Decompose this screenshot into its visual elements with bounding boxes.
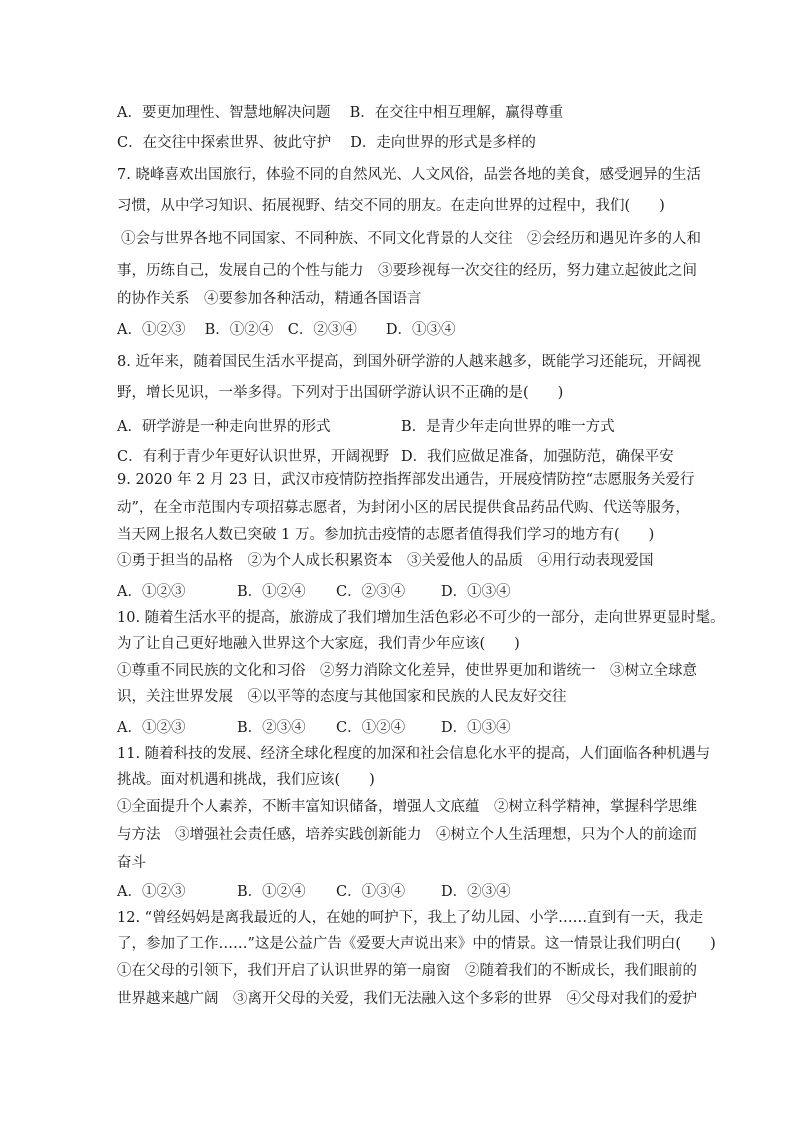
- q10-statements-2: 识，关注世界发展 ④以平等的态度与其他国家和民族的人民友好交往: [117, 689, 567, 705]
- q10-statements-1: ①尊重不同民族的文化和习俗 ②努力消除文化差异，使世界更加和谐统一 ③树立全球意: [117, 663, 697, 679]
- q11-stem-1: 11. 随着科技的发展、经济全球化程度的加深和社会信息化水平的提高，人们面临各种机遇与: [117, 746, 711, 762]
- q9-stem-3: 当天网上报名人数已突破 1 万。参加抗击疫情的志愿者值得我们学习的地方有( ): [117, 527, 655, 543]
- q7-statements-2: 事，历练自己，发展自己的个性与能力 ③要珍视每一次交往的经历，努力建立起彼此之间: [117, 263, 697, 279]
- q11-statements-3: 奋斗: [117, 855, 146, 871]
- q9-stem-1: 9. 2020 年 2 月 23 日，武汉市疫情防控指挥部发出通告，开展疫情防控“志愿服务关爱行: [117, 472, 695, 488]
- q12-stem-1: 12. “曾经妈妈是离我最近的人，在她的呵护下，我上了幼儿园、小学……直到有一天，我走: [117, 910, 704, 926]
- q9-stem-2: 动”，在全市范围内专项招募志愿者，为封闭小区的居民提供食品药品代购、代送等服务，: [117, 500, 690, 516]
- q8-stem-1: 8. 近年来，随着国民生活水平提高，到国外研学游的人越来越多，既能学习还能玩，开阔视: [117, 354, 701, 370]
- q10-stem-1: 10. 随着生活水平的提高，旅游成了我们增加生活色彩必不可少的一部分，走向世界更显时髦。: [117, 610, 725, 626]
- q9-statements: ①勇于担当的品格 ②为个人成长积累资本 ③关爱他人的品质 ④用行动表现爱国: [117, 553, 654, 569]
- q11-option-b: B．①②④: [237, 884, 306, 900]
- q9-option-d: D．①③④: [441, 584, 511, 600]
- q8-option-c: C．有利于青少年更好认识世界，开阔视野: [117, 449, 390, 465]
- q11-stem-2: 挑战。面对机遇和挑战，我们应该( ): [117, 772, 375, 788]
- q6-options-cd: C．在交往中探索世界、彼此守护 D．走向世界的形式是多样的: [117, 135, 536, 151]
- q7-options: A．①②③ B．①②④ C．②③④ D．①③④: [117, 322, 456, 338]
- q8-option-a: A．研学游是一种走向世界的形式: [117, 419, 331, 435]
- q7-statements-1: ①会与世界各地不同国家、不同种族、不同文化背景的人交往 ②会经历和遇见许多的人和: [121, 231, 701, 247]
- q10-option-c: C．①②④: [336, 720, 406, 736]
- q7-stem-2: 习惯，从中学习知识、拓展视野、结交不同的朋友。在走向世界的过程中，我们( ): [117, 198, 665, 214]
- q11-statements-2: 与方法 ③增强社会责任感，培养实践创新能力 ④树立个人生活理想，只为个人的前途而: [117, 827, 697, 843]
- q11-option-d: D．②③④: [441, 884, 511, 900]
- q12-stem-2: 了，参加了工作……”这是公益广告《爱要大声说出来》中的情景。这一情景让我们明白( ): [117, 936, 716, 952]
- q8-stem-2: 野，增长见识，一举多得。下列对于出国研学游认识不正确的是( ): [117, 385, 564, 401]
- q10-stem-2: 为了让自己更好地融入世界这个大家庭，我们青少年应该( ): [117, 636, 520, 652]
- q9-option-a: A．①②③: [117, 584, 186, 600]
- q12-statements-2: 世界越来越广阔 ③离开父母的关爱，我们无法融入这个多彩的世界 ④父母对我们的爱护: [117, 991, 697, 1007]
- q7-statements-3: 的协作关系 ④要参加各种活动，精通各国语言: [117, 291, 422, 307]
- q9-option-c: C．②③④: [336, 584, 406, 600]
- q12-statements-1: ①在父母的引领下，我们开启了认识世界的第一扇窗 ②随着我们的不断成长，我们眼前的: [117, 963, 697, 979]
- q9-option-b: B．①②④: [237, 584, 306, 600]
- q10-option-b: B．②③④: [237, 720, 306, 736]
- q10-option-d: D．①③④: [441, 720, 511, 736]
- q6-options-ab: A．要更加理性、智慧地解决问题 B．在交往中相互理解，赢得尊重: [117, 105, 564, 121]
- q11-option-a: A．①②③: [117, 884, 186, 900]
- q7-stem-1: 7. 晓峰喜欢出国旅行，体验不同的自然风光、人文风俗，品尝各地的美食，感受迥异的生活: [117, 167, 701, 183]
- q8-option-d: D．我们应做足准备，加强防范，确保平安: [401, 449, 674, 465]
- q10-option-a: A．①②③: [117, 720, 186, 736]
- q8-option-b: B．是青少年走向世界的唯一方式: [401, 419, 615, 435]
- q11-statements-1: ①全面提升个人素养，不断丰富知识储备，增强人文底蕴 ②树立科学精神，掌握科学思维: [117, 799, 697, 815]
- q11-option-c: C．①③④: [336, 884, 406, 900]
